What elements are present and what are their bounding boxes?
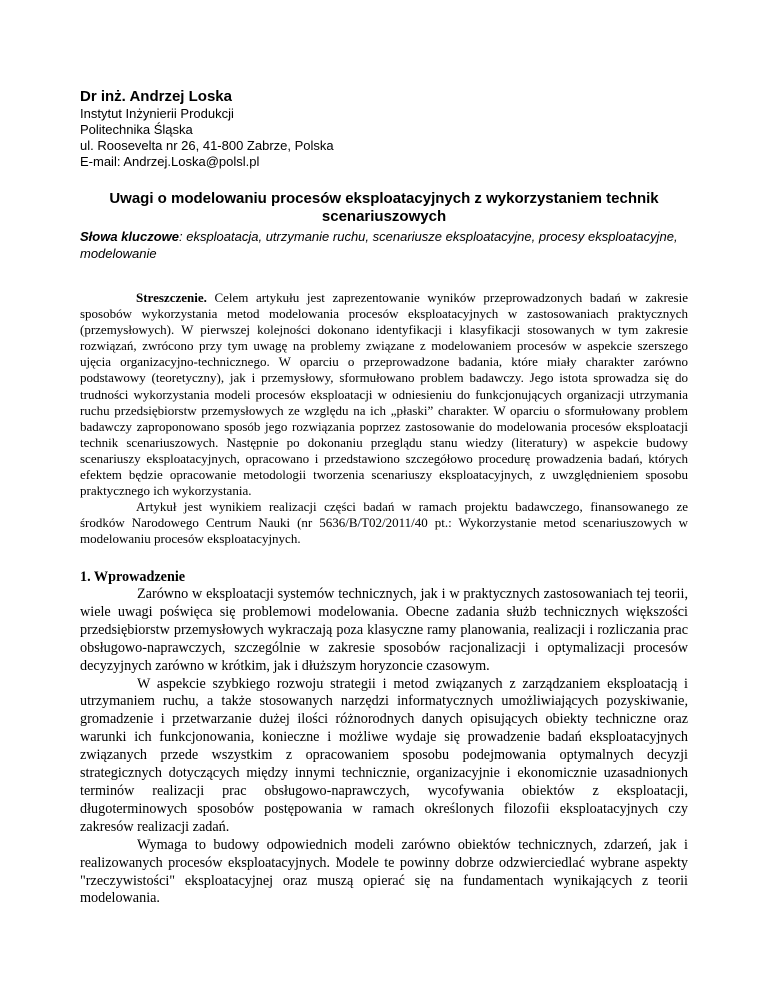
abstract-text: Celem artykułu jest zaprezentowanie wyników przeprowadzonych badań w zakresie sposobów wykorzystania metod modelowania procesów eksploatacyjnych w zastosowaniach praktycznych (przemysłowych). W pierwszej kolejności dokonano identyfikacji i klasyfikacji stosowanych w tym zakresie rozwiązań, zwrócono przy tym uwagę na problemy związane z modelowaniem procesów w aspekcie szerszego ujęcia organizacyjno-technicznego. W oparciu o przeprowadzone badania, które miały charakter zarówno podstawowy (teoretyczny), jak i przemysłowy, sformułowano problem badawczy. Jego istota sprowadza się do trudności wykorzystania modeli procesów eksploatacji w odniesieniu do funkcjonujących organizacji utrzymania ruchu przedsiębiorstw przemysłowych ze względu na ich „płaski” charakter. W oparciu o sformułowany problem badawczy zaproponowano sposób jego rozwiązania poprzez zastosowanie do modelowania procesów eksploatacji technik scenariuszowych. Następnie po dokonaniu przeglądu stanu wiedzy (literatury) w aspekcie budowy scenariuszy eksploatacyjnych, opracowano i przedstawiono szczegółowo procedurę prowadzenia badań, których efektem będzie opracowanie metodologii tworzenia scenariuszy eksploatacyjnych, z uwzględnieniem sposobu praktycznego ich wykorzystania.: [80, 290, 688, 499]
affiliation-address: ul. Roosevelta nr 26, 41-800 Zabrze, Polska: [80, 138, 334, 153]
affiliation-university: Politechnika Śląska: [80, 122, 193, 137]
author-email: E-mail: Andrzej.Loska@polsl.pl: [80, 154, 260, 169]
author-block: [80, 87, 680, 170]
keywords-label: Słowa kluczowe: [80, 229, 179, 244]
author-name: Dr inż. Andrzej Loska: [80, 88, 232, 105]
keywords: [80, 228, 688, 262]
abstract-label: Streszczenie.: [136, 290, 207, 305]
section-introduction: [80, 568, 688, 908]
abstract: [80, 290, 688, 548]
affiliation-institute: Instytut Inżynierii Produkcji: [80, 106, 234, 121]
body-paragraph: Zarówno w eksploatacji systemów technicznych, jak i w praktycznych zastosowaniach tej teorii, wiele uwagi poświęca się problemowi modelowania. Obecne zadania służb technicznych większości przedsiębiorstw przemysłowych wykraczają poza klasyczne ramy planowania, realizacji i rozliczania prac obsługowo-naprawczych, szczególnie w zakresie sposobów racjonalizacji i optymalizacji procesów decyzyjnych zarówno w krótkim, jak i dłuższym horyzoncie czasowym.: [80, 586, 688, 674]
keywords-text: : eksploatacja, utrzymanie ruchu, scenariusze eksploatacyjne, procesy eksploatacyjne, modelowanie: [80, 229, 678, 261]
body-paragraph: W aspekcie szybkiego rozwoju strategii i metod związanych z zarządzaniem eksploatacją i utrzymaniem ruchu, a także stosowanych narzędzi informatycznych umożliwiających pozyskiwanie, gromadzenie i przetwarzanie dużej ilości różnorodnych danych opisujących obiekty techniczne oraz warunki ich funkcjonowania, konieczne i możliwe wydaje się prowadzenie badań eksploatacyjnych związanych przede wszystkim z opracowaniem sposobu podejmowania optymalnych decyzji strategicznych dotyczących między innymi technicznie, organizacyjnie i ekonomicznie uzasadnionych terminów realizacji prac obsługowo-naprawczych, wycofywania obiektów z eksploatacji, długoterminowych sposobów postępowania w ramach określonych filozofii eksploatacyjnych czy zakresów realizacji zadań.: [80, 675, 688, 835]
body-paragraph: Wymaga to budowy odpowiednich modeli zarówno obiektów technicznych, zdarzeń, jak i realizowanych procesów eksploatacyjnych. Modele te powinny dobrze odzwierciedlać wybrane aspekty "rzeczywistości" eksploatacyjnej oraz muszą opierać się na fundamentach wynikających z teorii modelowania.: [80, 836, 688, 907]
section-heading: 1. Wprowadzenie: [80, 569, 186, 585]
paper-title: Uwagi o modelowaniu procesów eksploatacyjnych z wykorzystaniem technik scenariuszowych: [109, 190, 659, 225]
abstract-paragraph: [80, 290, 688, 499]
abstract-funding-note: Artykuł jest wynikiem realizacji części badań w ramach projektu badawczego, finansowanego ze środków Narodowego Centrum Nauki (nr 5636/B/T02/2011/40 pt.: Wykorzystanie metod scenariuszowych w modelowaniu procesów eksploatacyjnych.: [80, 499, 688, 547]
